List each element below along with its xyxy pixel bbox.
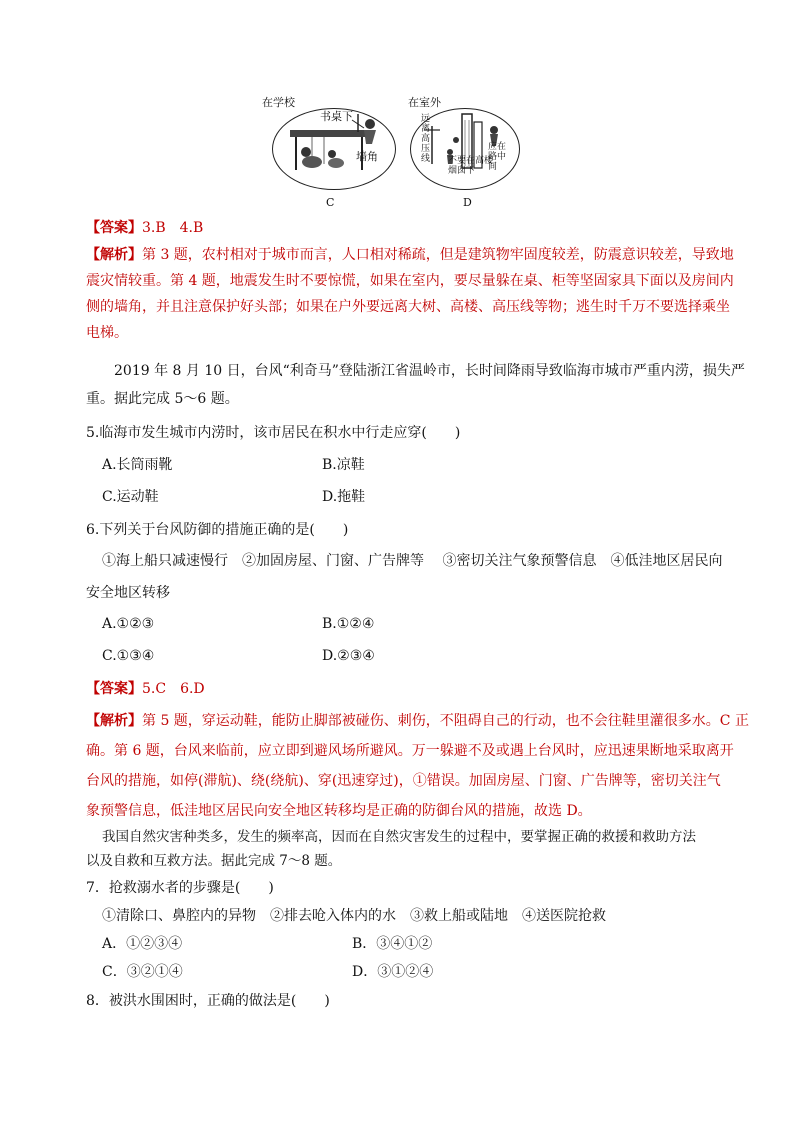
fig-left-title: 在学校 [262, 96, 295, 109]
question-6-items-line1: ①海上船只减速慢行 ②加固房屋、门窗、广告牌等 ③密切关注气象预警信息 ④低洼地区居民向 [102, 553, 723, 569]
fig-left-caption: C [326, 196, 335, 209]
analysis-5-6-line2: 确。第 6 题，台风来临前，应立即到避风场所避风。万一躲避不及或遇上台风时，应迅速果断地采取离开 [86, 743, 734, 759]
figure-earthquake-safety [258, 92, 528, 214]
question-6-stem: 6.下列关于台风防御的措施正确的是( ) [86, 522, 349, 538]
fig-right-away: 远离高压线 [421, 114, 431, 164]
analysis-tag: 【解析】 [86, 713, 142, 729]
fig-right-road-middle: 应在路中间 [488, 142, 507, 172]
question-7-stem: 7．抢救溺水者的步骤是( ) [86, 880, 274, 896]
answer-tag: 【答案】 [86, 220, 142, 236]
answer-text: 3.B 4.B [142, 220, 204, 236]
question-6-items-line2: 安全地区转移 [86, 585, 170, 601]
analysis-3-4-line4: 电梯。 [86, 325, 128, 341]
question-5-stem: 5.临海市发生城市内涝时，该市居民在积水中行走应穿( ) [86, 425, 461, 441]
fig-right-caption: D [463, 196, 472, 209]
analysis-5-6-line4: 象预警信息，低洼地区居民向安全地区转移均是正确的防御台风的措施，故选 D。 [86, 803, 592, 819]
analysis-5-6-line1: 【解析】第 5 题，穿运动鞋，能防止脚部被碰伤、刺伤，不阻碍自己的行动，也不会往鞋里灌很多水。C 正 [86, 713, 749, 729]
question-7-items: ①清除口、鼻腔内的异物 ②排去呛入体内的水 ③救上船或陆地 ④送医院抢救 [102, 908, 606, 924]
fig-left-under-desk: 书桌下 [320, 110, 353, 123]
intro-5-6-line1: 2019 年 8 月 10 日，台风“利奇马”登陆浙江省温岭市，长时间降雨导致临海市城市严重内涝，损失严 [114, 363, 745, 379]
question-8-stem: 8．被洪水围困时，正确的做法是( ) [86, 993, 330, 1009]
analysis-5-6-line3: 台风的措施，如停(滞航)、绕(绕航)、穿(迅速穿过)，①错误。加固房屋、门窗、广告牌等，密切关注气 [86, 773, 721, 789]
answer-text: 5.C 6.D [142, 681, 205, 697]
analysis-tag: 【解析】 [86, 247, 142, 263]
answer-tag: 【答案】 [86, 681, 142, 697]
question-6-option-c: C.①③④ [102, 648, 155, 664]
question-7-option-b: B．③④①② [352, 936, 433, 952]
question-6-option-b: B.①②④ [322, 616, 375, 632]
question-5-option-d: D.拖鞋 [322, 489, 366, 505]
intro-7-8-line2: 以及自救和互救方法。据此完成 7～8 题。 [86, 853, 342, 869]
fig-left-corner: 墙角 [356, 150, 378, 163]
answer-3-4 [86, 218, 203, 238]
question-7-option-c: C．③②①④ [102, 964, 183, 980]
analysis-3-4-line1: 【解析】第 3 题，农村相对于城市而言，人口相对稀疏，但是建筑物牢固度较差，防震意识较差，导致地 [86, 247, 734, 263]
question-5-option-a: A.长筒雨靴 [102, 457, 173, 473]
fig-right-title: 在室外 [408, 96, 441, 109]
answer-5-6 [86, 679, 205, 699]
question-7-option-d: D．③①②④ [352, 964, 434, 980]
fig-right-not-under: 不要在高楼烟囱下 [448, 156, 494, 176]
question-7-option-a: A．①②③④ [102, 936, 183, 952]
question-5-option-c: C.运动鞋 [102, 489, 159, 505]
question-5-option-b: B.凉鞋 [322, 457, 365, 473]
intro-7-8-line1: 我国自然灾害种类多，发生的频率高，因而在自然灾害发生的过程中，要掌握正确的救援和救助方法 [102, 829, 696, 845]
question-6-option-a: A.①②③ [102, 616, 155, 632]
intro-5-6-line2: 重。据此完成 5～6 题。 [86, 391, 239, 407]
analysis-3-4-line3: 侧的墙角，并且注意保护好头部；如果在户外要远离大树、高楼、高压线等物；逃生时千万不要选择乘坐 [86, 299, 730, 315]
analysis-3-4-line2: 震灾情较重。第 4 题，地震发生时不要惊慌，如果在室内，要尽量躲在桌、柜等坚固家具下面以及房间内 [86, 273, 734, 289]
question-6-option-d: D.②③④ [322, 648, 375, 664]
